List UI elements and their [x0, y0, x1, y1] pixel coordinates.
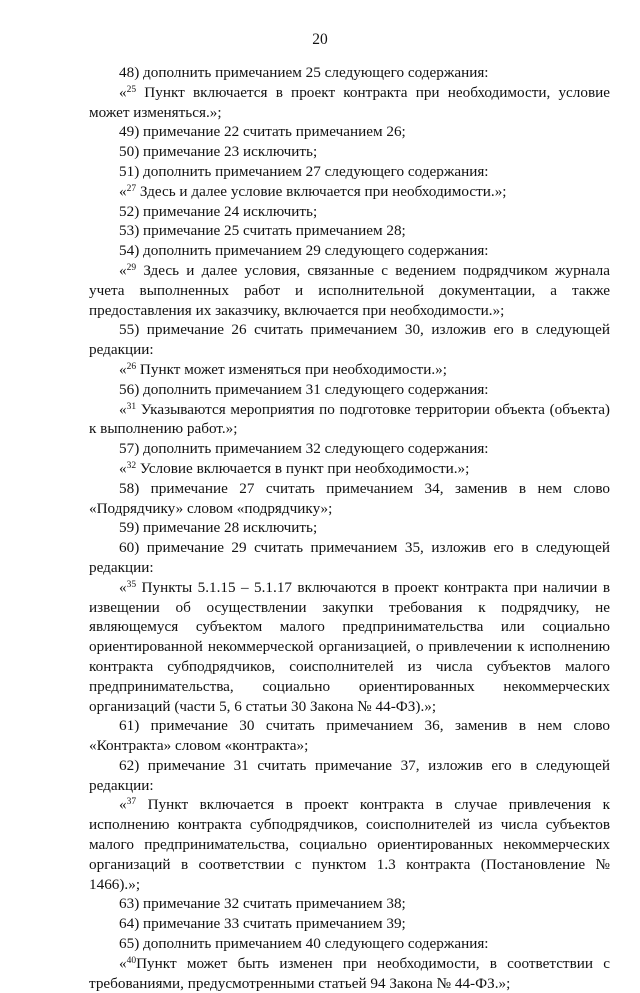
- paragraph: 52) примечание 24 исключить;: [119, 202, 318, 220]
- paragraph: «$^{32}$ Условие включается в пункт при необходимости.»;: [119, 459, 470, 477]
- paragraph: 49) примечание 22 считать примечанием 26;: [119, 123, 406, 141]
- footnote-number: 40: [126, 955, 137, 966]
- paragraph: 54) дополнить примечанием 29 следующего содержания:: [119, 242, 489, 260]
- footnote-number: 32: [126, 460, 137, 471]
- paragraph: «$^{27}$ Здесь и далее условие включается при необходимости.»;: [119, 182, 507, 200]
- document-body: [89, 63, 610, 993]
- footnote-number: 35: [126, 579, 137, 590]
- paragraph: «$^{37}$ Пункт включается в проект контракта в случае привлечения к исполнению контракта субподрядчиков, соисполнителей из числа субъектов малого предпринимательства, социально ориентированных некоммерческих организаций в соответствии с пунктом 1.3 контракта (Постановление № 1466).»;: [89, 796, 610, 893]
- paragraph: 50) примечание 23 исключить;: [119, 143, 318, 161]
- footnote-number: 37: [126, 797, 137, 808]
- footnote-number: 29: [126, 262, 137, 273]
- paragraph: 48) дополнить примечанием 25 следующего содержания:: [119, 64, 489, 81]
- paragraph: 59) примечание 28 исключить;: [119, 519, 318, 537]
- footnote-number: 26: [126, 361, 137, 372]
- footnote-number: 25: [126, 84, 137, 95]
- paragraph: 61) примечание 30 считать примечанием 36, заменив в нем слово «Контракта» словом «контракта»;: [89, 717, 610, 755]
- paragraph: 62) примечание 31 считать примечание 37, изложив его в следующей редакции:: [89, 756, 610, 794]
- paragraph: 64) примечание 33 считать примечанием 39;: [119, 915, 406, 933]
- paragraph: «$^{26}$ Пункт может изменяться при необходимости.»;: [119, 360, 447, 378]
- paragraph: «$^{35}$ Пункты 5.1.15 – 5.1.17 включаются в проект контракта при наличии в извещении об осуществлении закупки требования к подрядчику, не являющемуся субъектом малого предпринимательства или социально ориентированной некоммерческой организацией, о привлечении к исполнению контракта субподрядчиков, соисполнителей из числа субъектов малого предпринимательства, социально ориентированных некоммерческих организаций (части 5, 6 статьи 30 Закона № 44-ФЗ).»;: [89, 578, 610, 715]
- paragraph: 51) дополнить примечанием 27 следующего содержания:: [119, 162, 489, 180]
- paragraph: «$^{29}$ Здесь и далее условия, связанные с ведением подрядчиком журнала учета выполненных работ и исполнительной документации, а также предоставления их заказчику, включается при необходимости.»;: [89, 261, 610, 319]
- paragraph: 60) примечание 29 считать примечанием 35, изложив его в следующей редакции:: [89, 539, 610, 576]
- paragraph: «$^{31}$ Указываются мероприятия по подготовке территории объекта (объекта) к выполнению работ.»;: [89, 400, 610, 438]
- paragraph: 55) примечание 26 считать примечанием 30, изложив его в следующей редакции:: [89, 321, 610, 359]
- paragraph: 65) дополнить примечанием 40 следующего содержания:: [119, 935, 489, 953]
- paragraph: 58) примечание 27 считать примечанием 34, заменив в нем слово «Подрядчику» словом «подрядчику»;: [89, 479, 610, 517]
- paragraph: 57) дополнить примечанием 32 следующего содержания:: [119, 440, 489, 458]
- paragraph: 53) примечание 25 считать примечанием 28;: [119, 222, 406, 240]
- paragraph: «$^{25}$ Пункт включается в проект контракта при необходимости, условие может изменяться.»;: [89, 83, 610, 121]
- paragraph: 56) дополнить примечанием 31 следующего содержания:: [119, 380, 489, 398]
- paragraph: «$^{40}$Пункт может быть изменен при необходимости, в соответствии с требованиями, предусмотренными статьей 94 Закона № 44-ФЗ.»;: [89, 954, 610, 992]
- footnote-number: 31: [126, 401, 137, 412]
- paragraph: 63) примечание 32 считать примечанием 38;: [119, 895, 406, 913]
- page-number: 20: [312, 31, 328, 48]
- footnote-number: 27: [126, 183, 137, 194]
